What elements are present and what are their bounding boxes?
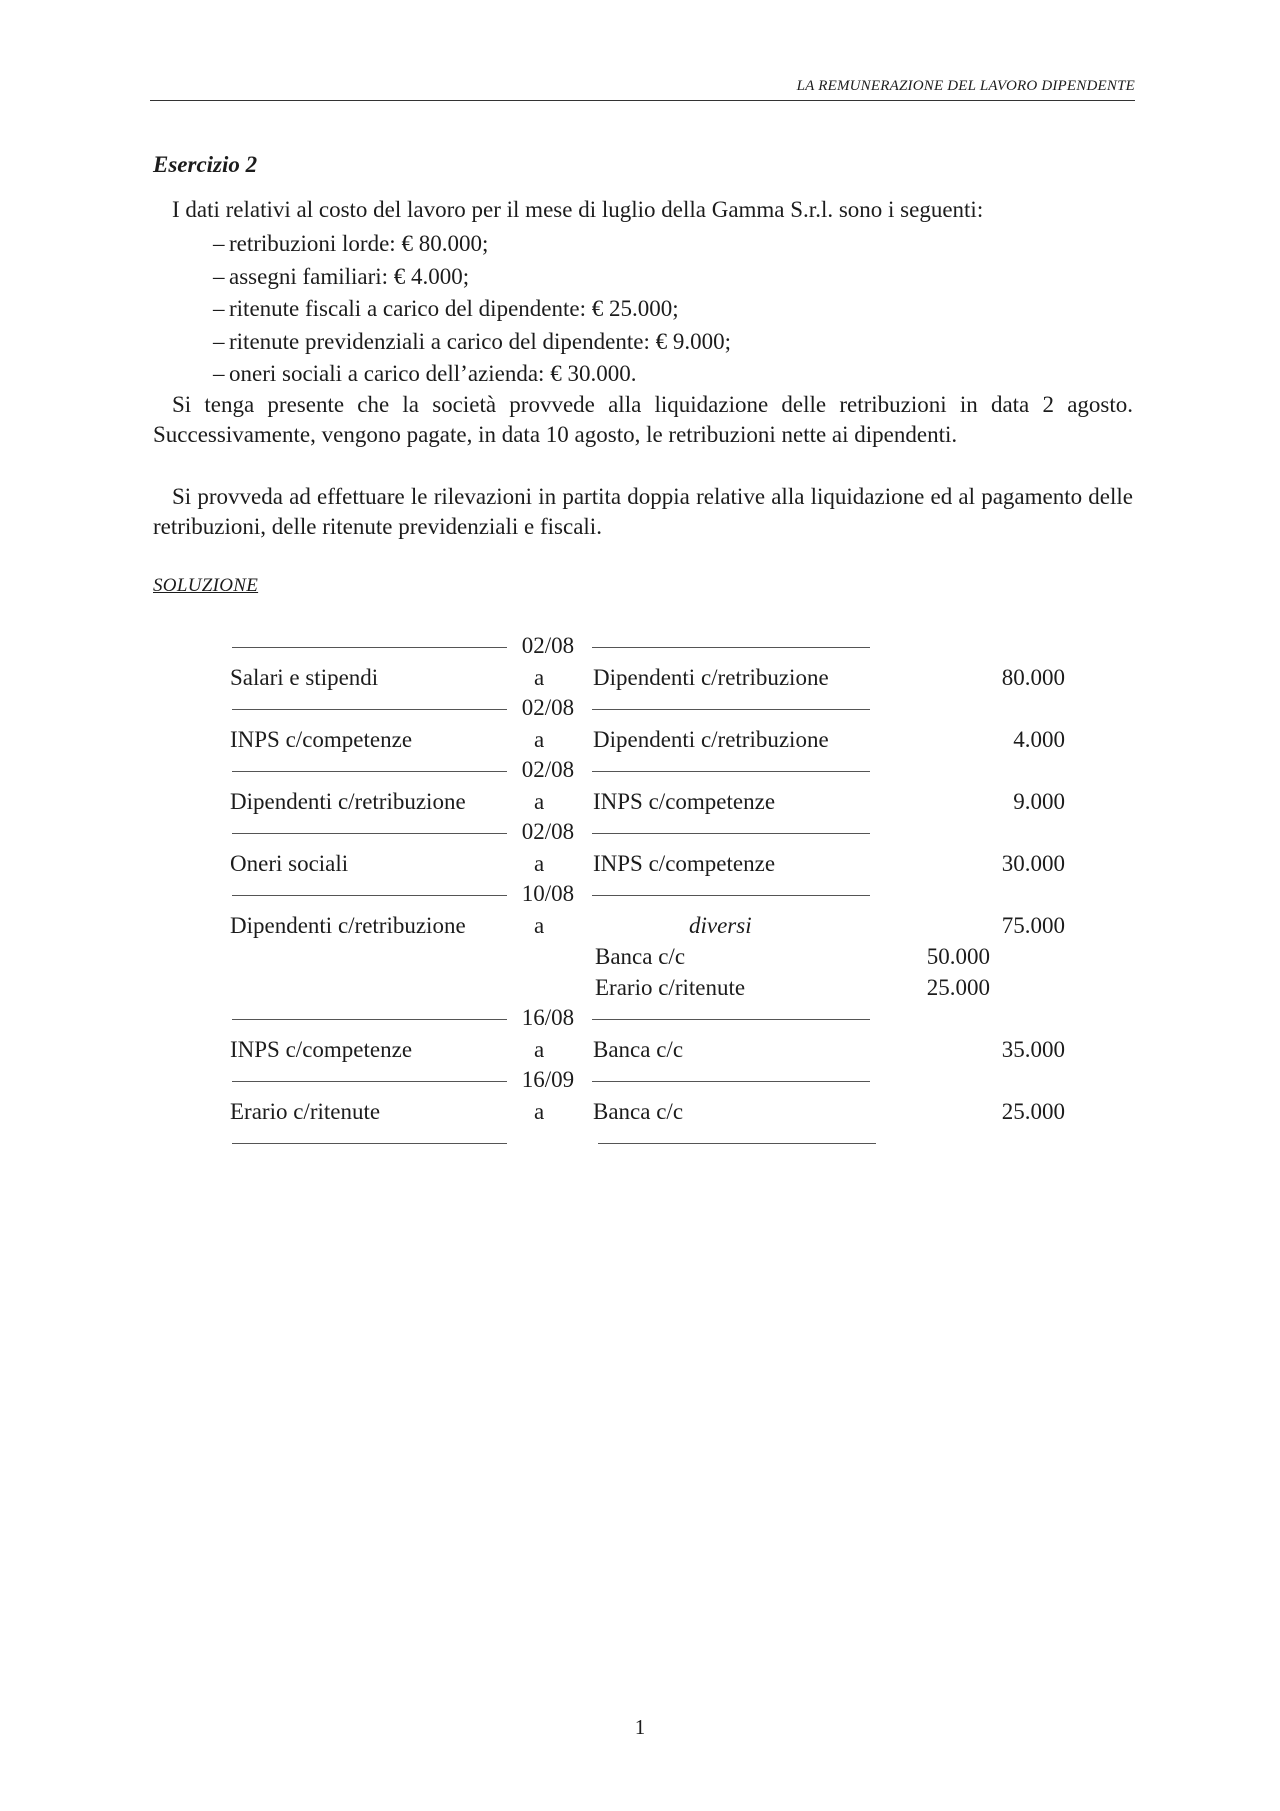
separator-line xyxy=(592,833,870,834)
list-item-text: ritenute fiscali a carico del dipendente: € 25.000; xyxy=(229,296,679,321)
separator-line xyxy=(232,1081,507,1082)
debit-account: Erario c/ritenute xyxy=(230,1099,381,1124)
separator-line xyxy=(598,1143,876,1144)
entry-date: 16/08 xyxy=(521,1005,575,1030)
entry-date: 02/08 xyxy=(521,819,575,844)
sub-amount: 25.000 xyxy=(926,975,990,1000)
a-connector: a xyxy=(534,665,545,690)
dash-bullet: – xyxy=(213,328,225,354)
entry-amount: 80.000 xyxy=(1001,665,1065,690)
a-connector: a xyxy=(534,727,545,752)
solution-heading: SOLUZIONE xyxy=(153,575,259,596)
separator-line xyxy=(592,895,870,896)
separator-line xyxy=(232,833,507,834)
separator-line xyxy=(592,1019,870,1020)
entry-amount: 75.000 xyxy=(1001,913,1065,938)
entry-amount: 4.000 xyxy=(1013,727,1065,752)
entry-date: 02/08 xyxy=(521,633,575,658)
a-connector: a xyxy=(534,913,545,938)
separator-line xyxy=(232,709,507,710)
separator-line xyxy=(592,1081,870,1082)
list-item-text: retribuzioni lorde: € 80.000; xyxy=(229,231,489,256)
credit-account: INPS c/competenze xyxy=(593,851,776,876)
debit-account: Dipendenti c/retribuzione xyxy=(230,789,466,814)
list-item-text: ritenute previdenziali a carico del dipendente: € 9.000; xyxy=(229,328,731,354)
credit-account: Dipendenti c/retribuzione xyxy=(593,727,829,752)
separator-line xyxy=(232,1019,507,1020)
dash-bullet: – xyxy=(213,263,225,289)
debit-account: INPS c/competenze xyxy=(230,1037,413,1062)
a-connector: a xyxy=(534,1099,545,1124)
separator-line xyxy=(232,1143,507,1144)
separator-line xyxy=(592,771,870,772)
header-rule xyxy=(150,100,1135,101)
debit-account: Dipendenti c/retribuzione xyxy=(230,913,466,938)
list-item-text: oneri sociali a carico dell’azienda: € 30.000. xyxy=(229,361,637,386)
dash-bullet: – xyxy=(213,361,225,386)
a-connector: a xyxy=(534,1037,545,1062)
list-item xyxy=(213,293,731,326)
a-connector: a xyxy=(534,789,545,814)
dash-bullet: – xyxy=(213,231,225,256)
list-item-text: assegni familiari: € 4.000; xyxy=(229,263,470,289)
separator-line xyxy=(592,647,870,648)
list-item xyxy=(213,326,731,359)
a-connector: a xyxy=(534,851,545,876)
entry-amount: 35.000 xyxy=(1001,1037,1065,1062)
entry-date: 02/08 xyxy=(521,757,575,782)
credit-account: Dipendenti c/retribuzione xyxy=(593,665,829,690)
sub-amount: 50.000 xyxy=(926,944,990,969)
data-list xyxy=(213,228,731,391)
exercise-intro: I dati relativi al costo del lavoro per il mese di luglio della Gamma S.r.l. sono i seguenti: xyxy=(172,197,984,222)
list-item xyxy=(213,228,731,261)
credit-account: INPS c/competenze xyxy=(593,789,776,814)
sub-account: Banca c/c xyxy=(595,944,686,969)
dash-bullet: – xyxy=(213,296,225,321)
entry-amount: 9.000 xyxy=(1013,789,1065,814)
page-number: 1 xyxy=(634,1715,646,1739)
entry-amount: 30.000 xyxy=(1001,851,1065,876)
list-item xyxy=(213,358,731,391)
entry-date: 10/08 xyxy=(521,881,575,906)
exercise-title: Esercizio 2 xyxy=(153,152,258,177)
sub-account: Erario c/ritenute xyxy=(595,975,746,1000)
running-header: LA REMUNERAZIONE DEL LAVORO DIPENDENTE xyxy=(796,78,1135,94)
debit-account: Oneri sociali xyxy=(230,851,349,876)
separator-line xyxy=(232,895,507,896)
list-item xyxy=(213,261,731,294)
entry-amount: 25.000 xyxy=(1001,1099,1065,1124)
credit-account: Banca c/c xyxy=(593,1099,684,1124)
credit-account-diversi: diversi xyxy=(689,913,752,938)
separator-line xyxy=(232,647,507,648)
separator-line xyxy=(232,771,507,772)
exercise-task: Si provveda ad effettuare le rilevazioni in partita doppia relative alla liquidazione ed al pagamento delle retribuzioni, delle ritenute previdenziali e fiscali. xyxy=(153,484,1133,539)
entry-date: 16/09 xyxy=(521,1067,575,1092)
debit-account: Salari e stipendi xyxy=(230,665,379,690)
entry-date: 02/08 xyxy=(521,695,575,720)
debit-account: INPS c/competenze xyxy=(230,727,413,752)
exercise-note: Si tenga presente che la società provvede alla liquidazione delle retribuzioni in data 2 agosto. Successivamente, vengono pagate, in data 10 agosto, le retribuzioni nette ai dipendenti. xyxy=(153,392,1133,447)
credit-account: Banca c/c xyxy=(593,1037,684,1062)
separator-line xyxy=(592,709,870,710)
